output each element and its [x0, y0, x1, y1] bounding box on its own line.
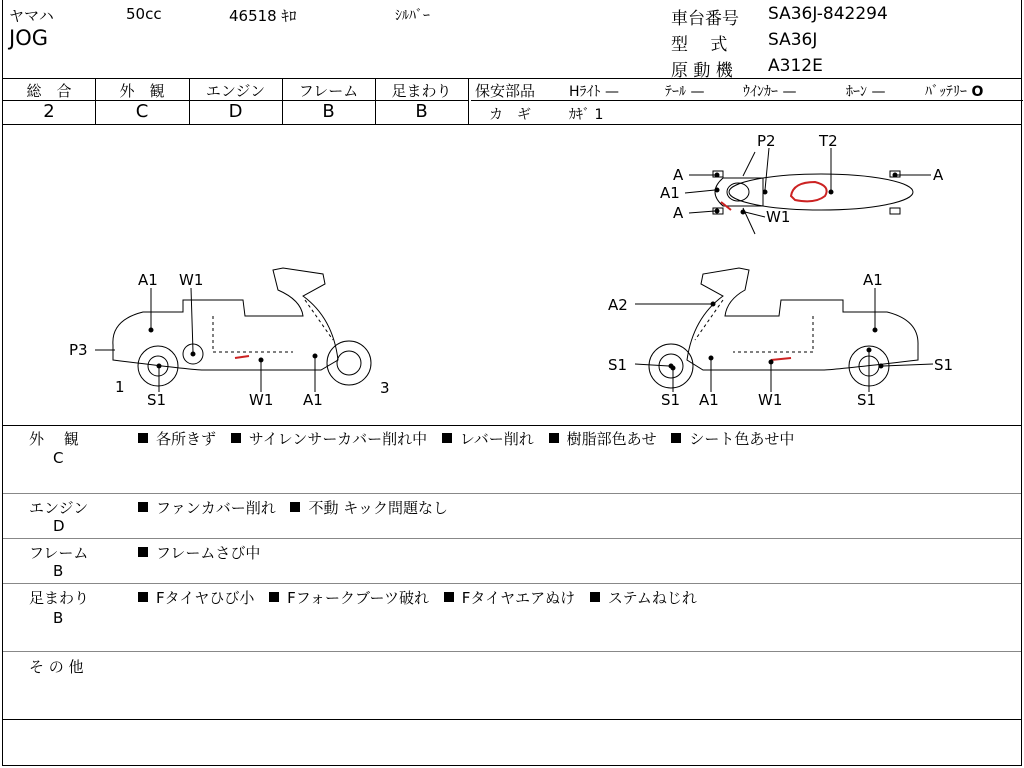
diagram-label: W1: [249, 391, 274, 409]
grade-frame-label: フレーム: [298, 82, 359, 100]
diagram-label: A2: [608, 296, 628, 314]
diagram-label: A1: [138, 271, 158, 289]
diagram-label: S1: [147, 391, 167, 409]
safety-battery: ﾊﾞｯﾃﾘｰ O: [925, 84, 984, 100]
engine-value: A312E: [768, 56, 823, 76]
divider: [3, 493, 1021, 494]
mileage: 46518 ｷﾛ: [229, 7, 297, 25]
diagram-label: S1: [934, 356, 954, 374]
diagram-label: A1: [699, 391, 719, 409]
diagram-label: S1: [608, 356, 628, 374]
safety-headlight: Hﾗｲﾄ —: [569, 84, 619, 100]
scooter-top-view: [713, 152, 913, 234]
cond-item: サイレンサーカバー削れ中: [248, 430, 428, 448]
key-value: ｶｷﾞ 1: [569, 107, 604, 123]
leader-lines: [95, 148, 933, 392]
key-label: カ ギ: [489, 107, 531, 123]
diagram-label: P2: [757, 132, 776, 150]
divider: [468, 78, 469, 124]
cond-suspension-items: [138, 587, 707, 608]
type-label: 型 式: [671, 35, 728, 55]
safety-winker: ｳｲﾝｶｰ —: [743, 84, 797, 100]
cond-item: フレームさび中: [156, 544, 261, 562]
type-value: SA36J: [768, 30, 818, 50]
safety-tail: ﾃｰﾙ —: [665, 84, 705, 100]
damage-mark: [771, 358, 791, 360]
diagram-label: S1: [661, 391, 681, 409]
diagram-label: A1: [863, 271, 883, 289]
safety-label: 保安部品: [475, 82, 536, 100]
cond-item: 不動 キック問題なし: [308, 499, 448, 517]
cond-engine-grade: D: [53, 517, 65, 535]
inspection-sheet: [2, 0, 1022, 766]
diagram-label: W1: [766, 208, 791, 226]
diagram-label: 1: [115, 378, 125, 396]
cond-exterior-items: [138, 428, 804, 449]
frame-no-label: 車台番号: [671, 9, 739, 29]
cond-item: Fタイヤひび小: [156, 589, 255, 607]
cond-other-label: そ の 他: [29, 658, 84, 676]
divider: [3, 583, 1021, 584]
divider: [3, 538, 1021, 539]
frame-no: SA36J-842294: [768, 4, 888, 24]
diagram-label: T2: [819, 132, 838, 150]
grade-suspension-value: B: [415, 101, 428, 122]
cond-item: シート色あせ中: [689, 430, 795, 448]
diagram-label: P3: [69, 341, 88, 359]
diagram-label: S1: [857, 391, 877, 409]
cond-item: レバー削れ: [459, 430, 534, 448]
cond-engine-items: [138, 497, 458, 518]
divider: [3, 78, 1021, 79]
grade-exterior-label: 外 観: [119, 82, 165, 100]
diagram-label: A: [673, 166, 684, 184]
cond-item: Fタイヤエアぬけ: [461, 589, 576, 607]
diagram-label: A: [673, 204, 684, 222]
diagram-label: W1: [179, 271, 204, 289]
grade-exterior-value: C: [135, 101, 149, 122]
cond-item: ファンカバー削れ: [156, 499, 276, 517]
grade-overall-value: 2: [43, 101, 55, 122]
cond-item: ステムねじれ: [607, 589, 697, 607]
cond-suspension-label: 足まわり: [29, 589, 90, 607]
cond-frame-label: フレーム: [29, 544, 89, 562]
grade-overall-label: 総 合: [26, 82, 72, 100]
cond-frame-items: [138, 542, 270, 563]
cond-frame-grade: B: [53, 562, 64, 580]
damage-diagram: [3, 125, 1021, 425]
maker: ヤマハ: [9, 7, 54, 25]
diagram-label: A1: [660, 184, 680, 202]
diagram-label: W1: [758, 391, 783, 409]
grade-suspension-label: 足まわり: [391, 82, 452, 100]
engine-label: 原 動 機: [671, 61, 733, 81]
divider: [3, 719, 1021, 720]
displacement: 50cc: [126, 5, 162, 23]
safety-horn: ﾎｰﾝ —: [846, 84, 886, 100]
damage-mark: [791, 182, 827, 201]
cond-exterior-grade: C: [53, 449, 64, 467]
grade-frame-value: B: [322, 101, 335, 122]
cond-item: Fフォークブーツ破れ: [287, 589, 429, 607]
cond-suspension-grade: B: [53, 609, 64, 627]
divider: [3, 651, 1021, 652]
diagram-label: A: [933, 166, 944, 184]
grade-engine-label: エンジン: [205, 82, 266, 100]
diagram-label: A1: [303, 391, 323, 409]
cond-item: 各所きず: [156, 430, 217, 448]
grade-engine-value: D: [228, 101, 243, 122]
damage-mark: [235, 356, 249, 358]
divider: [3, 425, 1021, 426]
color: ｼﾙﾊﾞｰ: [395, 8, 430, 24]
model-name: JOG: [9, 26, 48, 50]
diagram-label: 3: [380, 379, 390, 397]
cond-exterior-label: 外 観: [29, 430, 79, 448]
cond-engine-label: エンジン: [29, 499, 89, 517]
cond-item: 樹脂部色あせ: [566, 430, 657, 448]
